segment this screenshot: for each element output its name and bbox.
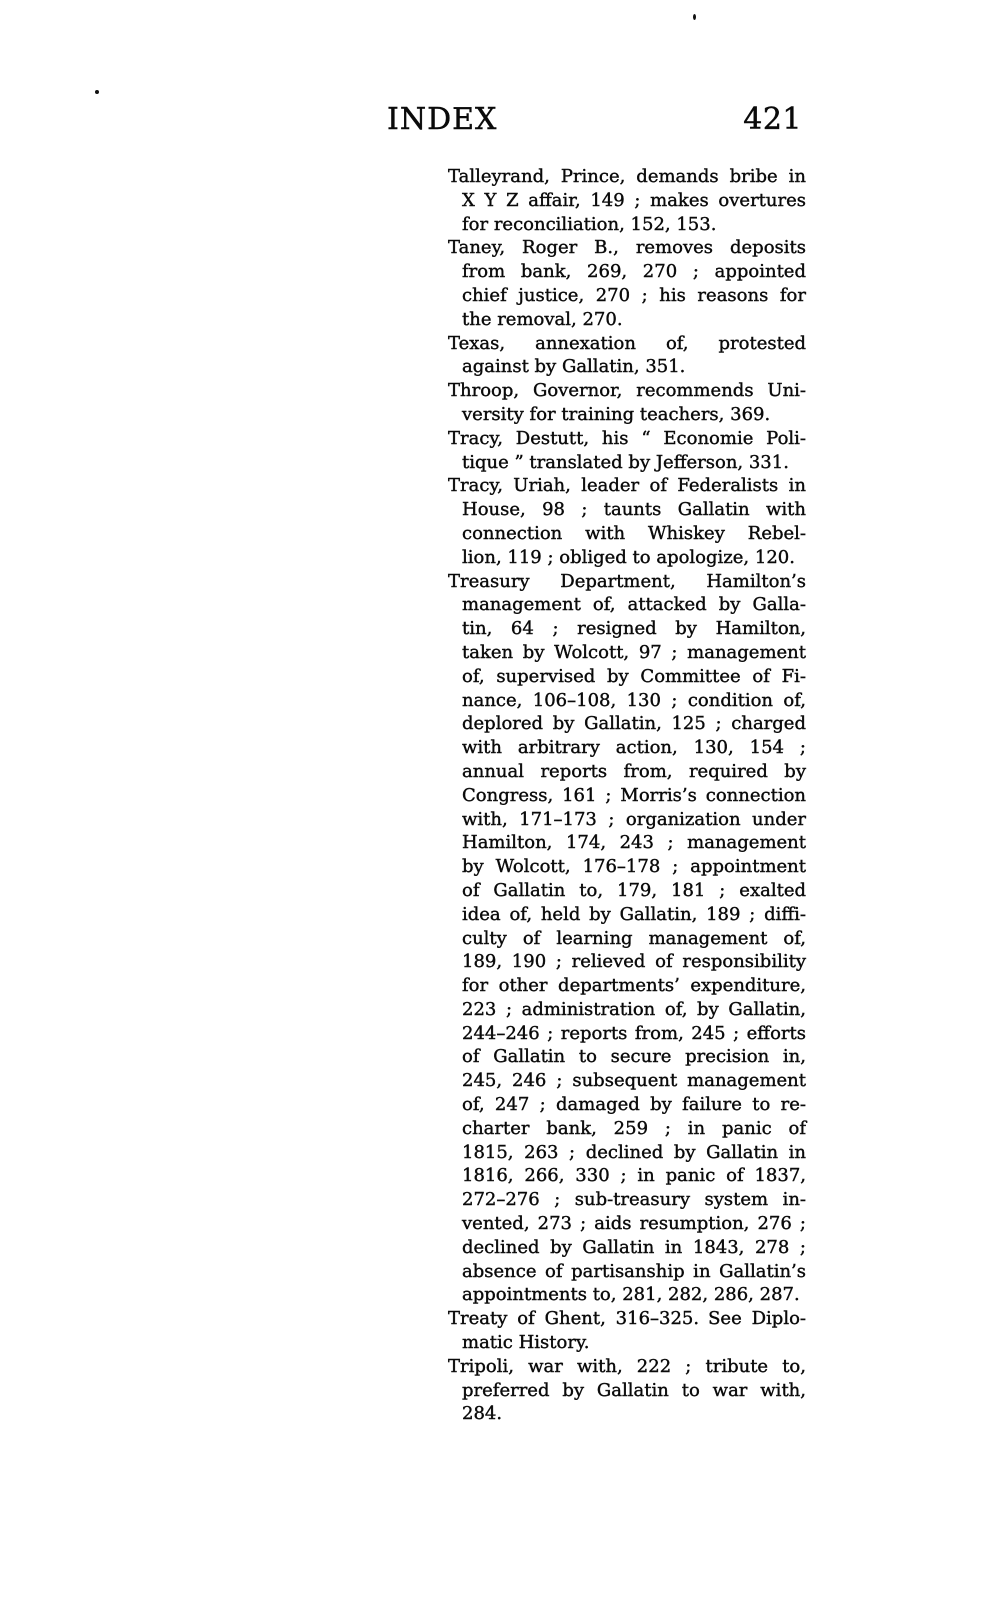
index-line: from bank, 269, 270 ; appointed [462,261,806,283]
index-line: Tracy, Destutt, his “ Economie Poli- [448,427,806,449]
index-line: of, supervised by Committee of Fi- [462,665,806,687]
index-line: Treasury Department, Hamilton’s [448,570,806,592]
index-line: 245, 246 ; subsequent management [462,1070,806,1092]
index-line: declined by Gallatin in 1843, 278 ; [462,1236,806,1258]
index-line: nance, 106–108, 130 ; condition of, [462,689,806,711]
index-line: lion, 119 ; obliged to apologize, 120. [462,546,795,568]
index-line: 272–276 ; sub-treasury system in- [462,1189,806,1211]
index-line: by Wolcott, 176–178 ; appointment [462,856,806,878]
running-head [387,103,802,137]
index-line: of Gallatin to secure precision in, [462,1046,806,1068]
ink-speck [95,90,99,94]
index-line: 189, 190 ; relieved of responsibility [462,951,806,973]
ink-speck [693,14,696,20]
index-line: chief justice, 270 ; his reasons for [462,284,806,306]
index-line: of Gallatin to, 179, 181 ; exalted [462,879,806,901]
index-line: idea of, held by Gallatin, 189 ; diffi- [462,903,806,925]
page-number: 421 [743,102,802,137]
index-line: versity for training teachers, 369. [462,403,771,425]
index-line: connection with Whiskey Rebel- [462,522,806,544]
index-line: 1816, 266, 330 ; in panic of 1837, [462,1165,806,1187]
index-line: appointments to, 281, 282, 286, 287. [462,1284,800,1306]
index-line: tique ” translated by Jefferson, 331. [462,451,789,473]
index-line: 1815, 263 ; declined by Gallatin in [462,1141,806,1163]
index-line: Hamilton, 174, 243 ; management [462,832,806,854]
index-line: 223 ; administration of, by Gallatin, [462,998,806,1020]
index-line: management of, attacked by Galla- [462,594,806,616]
index-line: for reconciliation, 152, 153. [462,213,717,235]
index-line: matic History. [462,1332,590,1354]
index-line: with, 171–173 ; organization under [462,808,806,830]
index-line: deplored by Gallatin, 125 ; charged [462,713,806,735]
index-line: House, 98 ; taunts Gallatin with [462,499,806,521]
index-line: tin, 64 ; resigned by Hamilton, [462,618,806,640]
index-line: 284. [462,1403,503,1425]
index-line: preferred by Gallatin to war with, [462,1379,806,1401]
index-line: against by Gallatin, 351. [462,356,686,378]
index-line: absence of partisanship in Gallatin’s [462,1260,806,1282]
page-title: INDEX [387,102,498,137]
index-line: 244–246 ; reports from, 245 ; efforts [462,1022,806,1044]
index-line: Treaty of Ghent, 316–325. See Diplo- [448,1308,806,1330]
index-line: Congress, 161 ; Morris’s connection [462,784,806,806]
index-line: of, 247 ; damaged by failure to re- [462,1094,806,1116]
index-line: taken by Wolcott, 97 ; management [462,641,806,663]
index-line: the removal, 270. [462,308,623,330]
index-line: charter bank, 259 ; in panic of [462,1117,806,1139]
index-line: Taney, Roger B., removes deposits [448,237,806,259]
index-line: Tracy, Uriah, leader of Federalists in [448,475,806,497]
index-line: with arbitrary action, 130, 154 ; [462,737,806,759]
index-line: for other departments’ expenditure, [462,975,806,997]
index-line: Throop, Governor, recommends Uni- [448,380,806,402]
index-line: culty of learning management of, [462,927,806,949]
index-line: annual reports from, required by [462,760,806,782]
index-line: Texas, annexation of, protested [448,332,806,354]
index-line: Talleyrand, Prince, demands bribe in [448,166,806,187]
index-line: vented, 273 ; aids resumption, 276 ; [462,1213,806,1235]
index-line: X Y Z affair, 149 ; makes overtures [462,189,806,211]
index-entries [448,165,806,1426]
index-line: Tripoli, war with, 222 ; tribute to, [448,1355,806,1377]
